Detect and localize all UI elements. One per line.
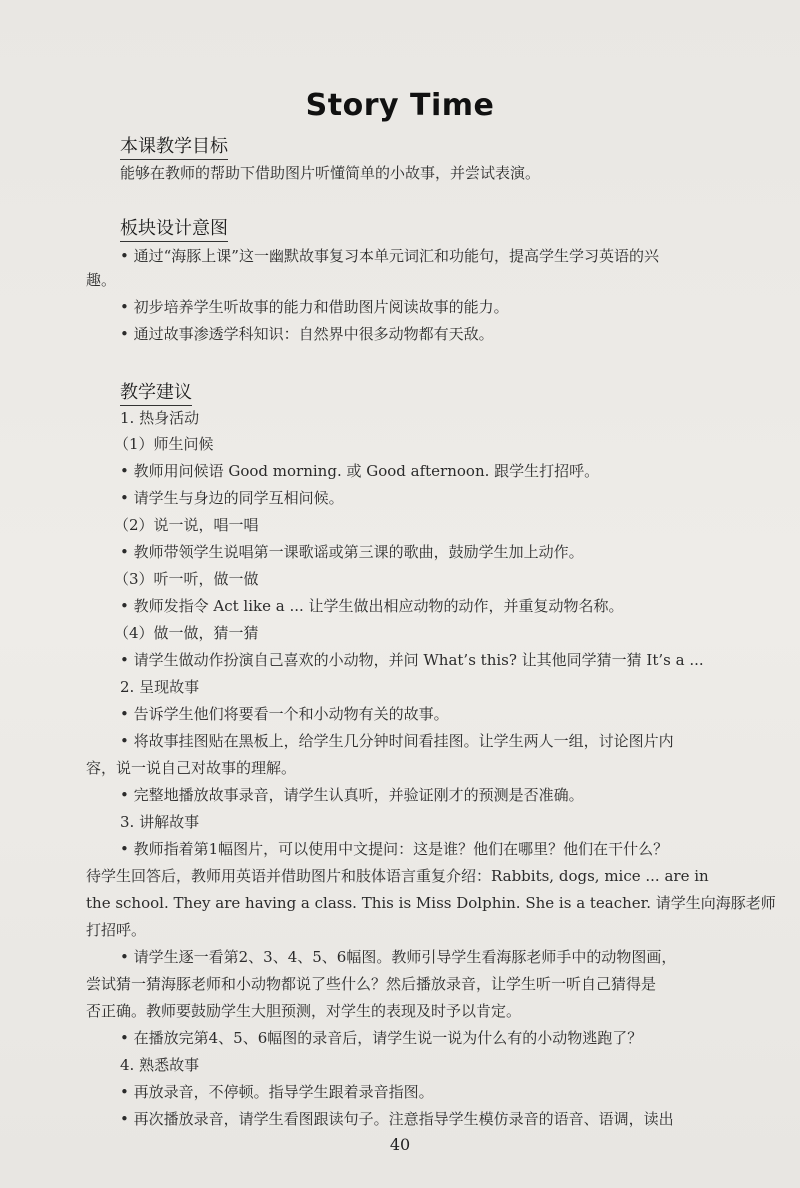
step-4-bullet-b: • 再次播放录音，请学生看图跟读句子。注意指导学生模仿录音的语音、语调，读出 bbox=[120, 1110, 674, 1128]
step-1-1-title: （1）师生问候 bbox=[114, 435, 214, 453]
step-1-1-bullet-a: • 教师用问候语 Good morning. 或 Good afternoon. 跟学生打招呼。 bbox=[120, 462, 600, 480]
step-1-2-bullet: • 教师带领学生说唱第一课歌谣或第三课的歌曲，鼓励学生加上动作。 bbox=[120, 543, 584, 561]
step-3-bullet-c: • 在播放完第4、5、6幅图的录音后，请学生说一说为什么有的小动物逃跑了？ bbox=[120, 1029, 643, 1047]
step-3-bullet-b: • 请学生逐一看第2、3、4、5、6幅图。教师引导学生看海豚老师手中的动物图画， bbox=[120, 948, 677, 966]
goal-heading: 本课教学目标 bbox=[120, 132, 228, 160]
design-bullet-1-cont: 趣。 bbox=[86, 271, 117, 289]
step-1-4-bullet: • 请学生做动作扮演自己喜欢的小动物，并问 What’s this? 让其他同学猜一猜 It’s a ... bbox=[120, 651, 704, 669]
step-3-title: 3. 讲解故事 bbox=[120, 813, 200, 831]
step-2-bullet-b: • 将故事挂图贴在黑板上，给学生几分钟时间看挂图。让学生两人一组，讨论图片内 bbox=[120, 732, 674, 750]
step-2-title: 2. 呈现故事 bbox=[120, 678, 200, 696]
step-1-2-title: （2）说一说，唱一唱 bbox=[114, 516, 259, 534]
goal-text: 能够在教师的帮助下借助图片听懂简单的小故事，并尝试表演。 bbox=[120, 164, 541, 182]
page-number: 40 bbox=[389, 1135, 411, 1154]
step-1-4-title: （4）做一做，猜一猜 bbox=[114, 624, 259, 642]
step-3-bullet-a-cont-1: 待学生回答后，教师用英语并借助图片和肢体语言重复介绍：Rabbits, dogs, mice ... are in bbox=[86, 867, 709, 885]
step-1-3-title: （3）听一听，做一做 bbox=[114, 570, 259, 588]
step-2-bullet-c: • 完整地播放故事录音，请学生认真听，并验证刚才的预测是否准确。 bbox=[120, 786, 584, 804]
step-2-bullet-b-cont: 容，说一说自己对故事的理解。 bbox=[86, 759, 297, 777]
step-2-bullet-a: • 告诉学生他们将要看一个和小动物有关的故事。 bbox=[120, 705, 449, 723]
step-4-title: 4. 熟悉故事 bbox=[120, 1056, 200, 1074]
design-bullet-1: • 通过“海豚上课”这一幽默故事复习本单元词汇和功能句，提高学生学习英语的兴 bbox=[120, 247, 659, 265]
advice-heading: 教学建议 bbox=[120, 378, 192, 406]
step-3-bullet-b-cont-1: 尝试猜一猜海豚老师和小动物都说了些什么？然后播放录音，让学生听一听自己猜得是 bbox=[86, 975, 657, 993]
step-1-title: 1. 热身活动 bbox=[120, 409, 200, 427]
design-heading: 板块设计意图 bbox=[120, 214, 228, 242]
step-3-bullet-a-cont-3: 打招呼。 bbox=[86, 921, 147, 939]
step-1-1-bullet-b: • 请学生与身边的同学互相问候。 bbox=[120, 489, 344, 507]
step-3-bullet-a: • 教师指着第1幅图片，可以使用中文提问：这是谁？他们在哪里？他们在干什么？ bbox=[120, 840, 669, 858]
step-3-bullet-a-cont-2: the school. They are having a class. This is Miss Dolphin. She is a teacher. 请学生向海豚老师 bbox=[86, 894, 776, 912]
design-bullet-2: • 初步培养学生听故事的能力和借助图片阅读故事的能力。 bbox=[120, 298, 509, 316]
design-bullet-3: • 通过故事渗透学科知识：自然界中很多动物都有天敌。 bbox=[120, 325, 494, 343]
step-3-bullet-b-cont-2: 否正确。教师要鼓励学生大胆预测，对学生的表现及时予以肯定。 bbox=[86, 1002, 522, 1020]
page-title: Story Time bbox=[305, 88, 495, 123]
step-4-bullet-a: • 再放录音，不停顿。指导学生跟着录音指图。 bbox=[120, 1083, 434, 1101]
step-1-3-bullet: • 教师发指令 Act like a ... 让学生做出相应动物的动作，并重复动物名称。 bbox=[120, 597, 624, 615]
